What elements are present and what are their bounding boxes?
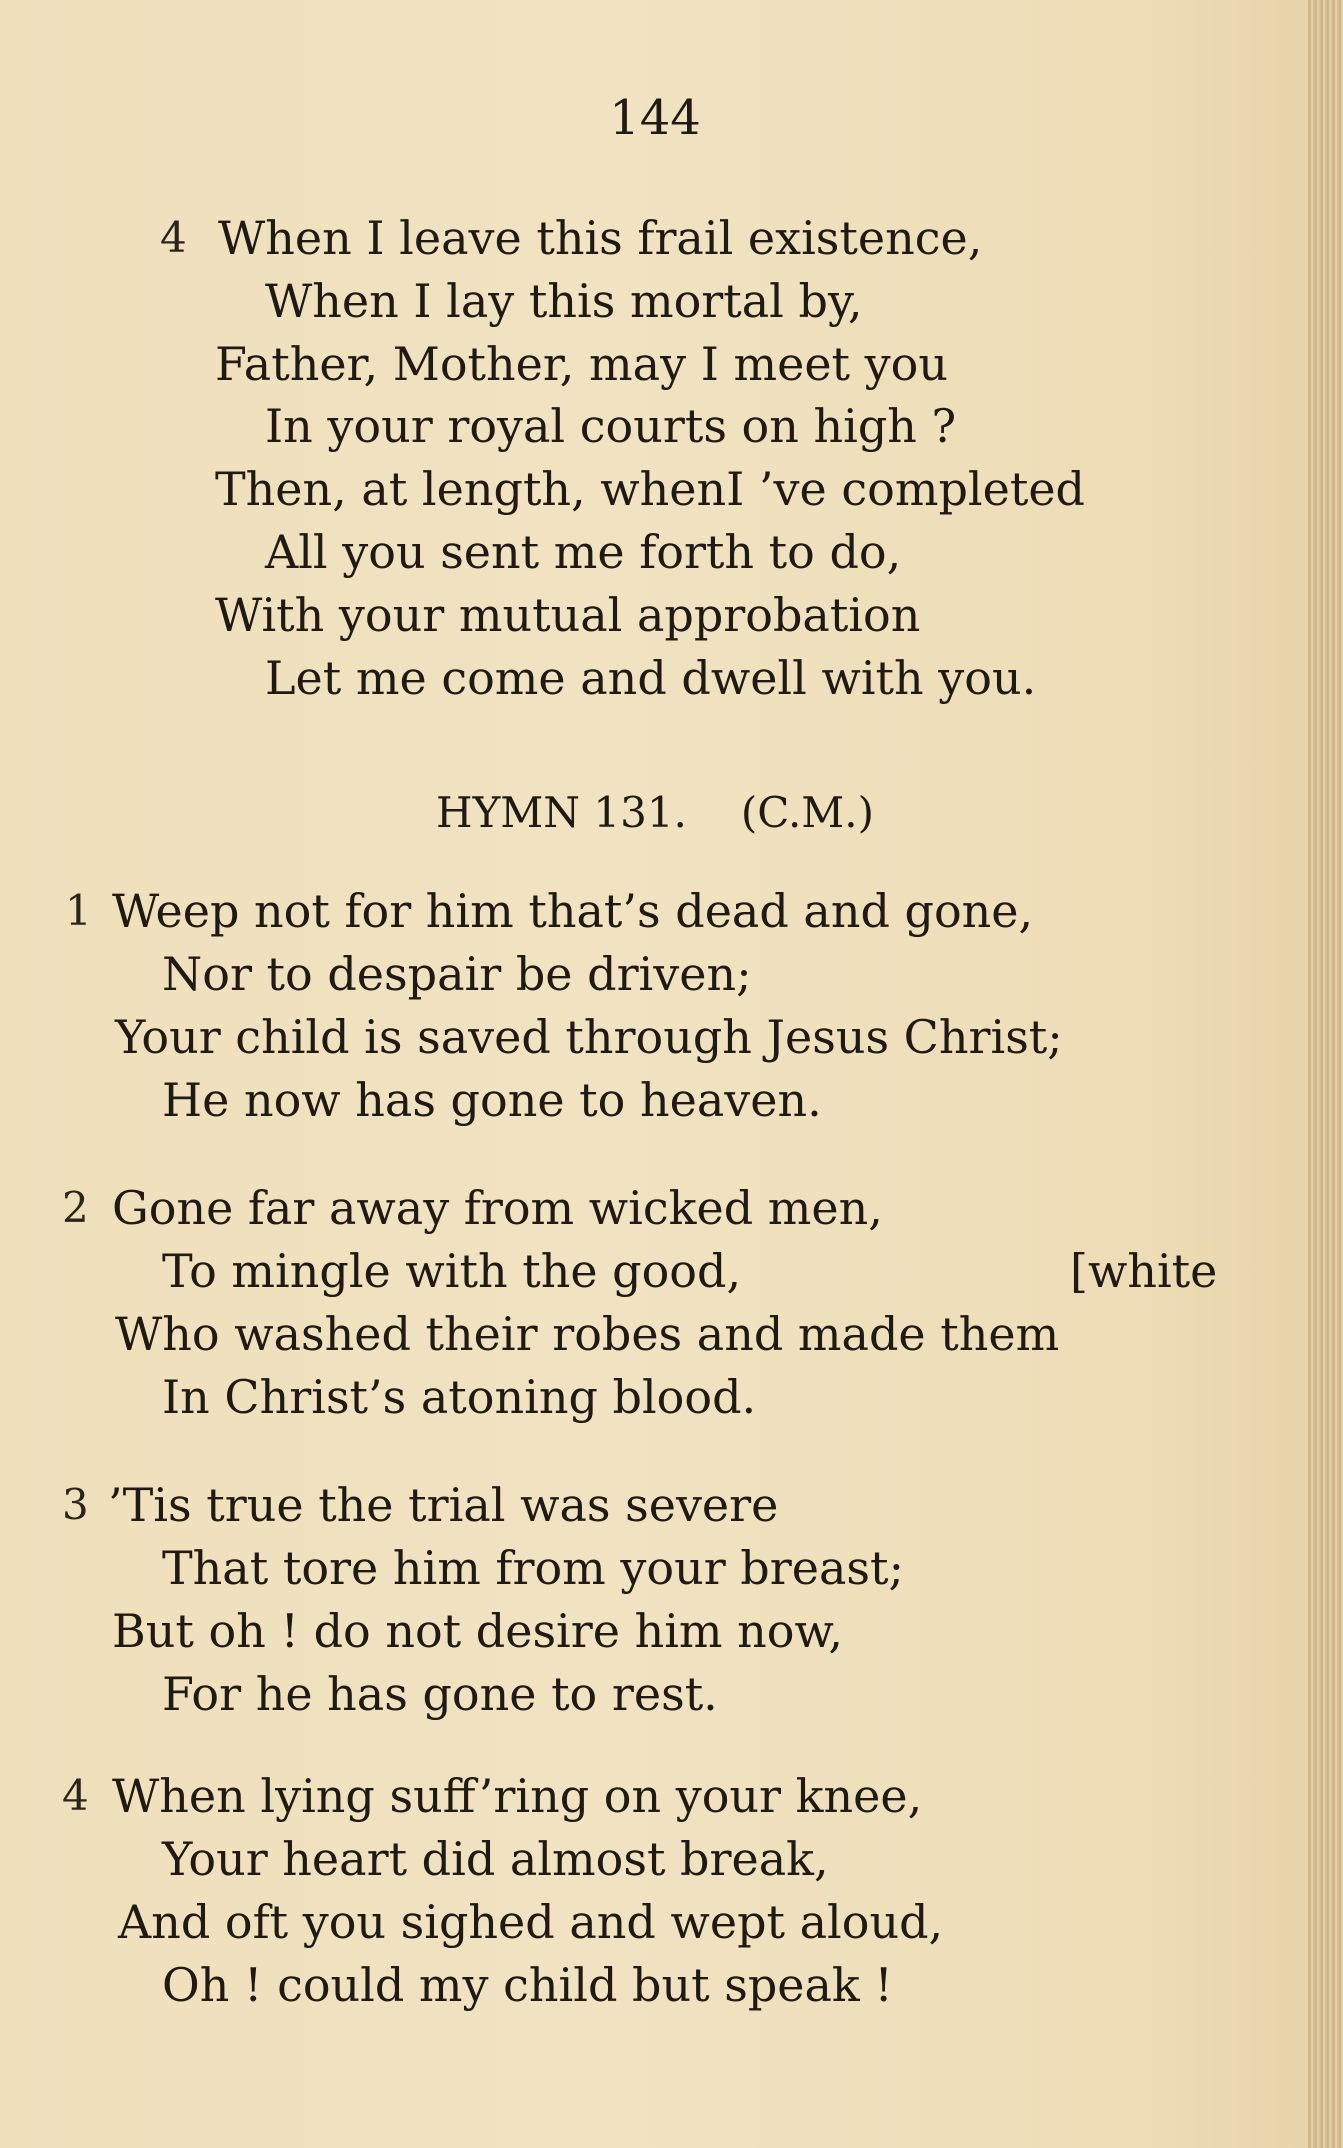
verse-line: In your royal courts on high ? (265, 399, 957, 453)
verse-line: With your mutual approbation (215, 588, 921, 642)
verse-line: He now has gone to heaven. (162, 1073, 822, 1127)
verse-line: In Christ’s atoning blood. (162, 1370, 757, 1424)
verse-line: ’Tis true the trial was severe (108, 1478, 779, 1532)
verse-number: 3 (62, 1480, 89, 1529)
hymn-title: HYMN 131. (435, 788, 687, 837)
hymn-heading (0, 785, 1310, 841)
verse-number: 4 (62, 1771, 89, 1820)
verse-line: Then, at length, whenI ’ve completed (215, 462, 1086, 516)
verse-line: Let me come and dwell with you. (265, 651, 1037, 705)
verse-line: That tore him from your breast; (162, 1541, 904, 1595)
page-number: 144 (609, 90, 701, 146)
verse-line: Oh ! could my child but speak ! (162, 1958, 893, 2012)
page-edge (1308, 0, 1343, 2148)
hymn-meter: (C.M.) (740, 788, 875, 837)
verse-line: Weep not for him that’s dead and gone, (112, 884, 1034, 938)
verse-line: When lying suff’ring on your knee, (112, 1769, 923, 1823)
verse-line: All you sent me forth to do, (265, 525, 902, 579)
verse-line: When I leave this frail existence, (218, 211, 983, 265)
turnover-text: [white (1070, 1244, 1218, 1298)
verse-number: 4 (160, 213, 187, 262)
verse-number: 2 (62, 1183, 89, 1232)
verse-line: Father, Mother, may I meet you (215, 337, 948, 391)
verse-line: Your child is saved through Jesus Christ; (115, 1010, 1063, 1064)
verse-line: And oft you sighed and wept aloud, (118, 1895, 944, 1949)
verse-line: Who washed their robes and made them (115, 1307, 1060, 1361)
verse-line: Nor to despair be driven; (162, 947, 752, 1001)
verse-line: When I lay this mortal by, (265, 274, 863, 328)
verse-line: To mingle with the good, (162, 1244, 742, 1298)
verse-line: But oh ! do not desire him now, (112, 1604, 844, 1658)
verse-line: Gone far away from wicked men, (112, 1181, 883, 1235)
verse-line: Your heart did almost break, (162, 1832, 829, 1886)
verse-line: For he has gone to rest. (162, 1667, 718, 1721)
verse-number: 1 (65, 886, 92, 935)
